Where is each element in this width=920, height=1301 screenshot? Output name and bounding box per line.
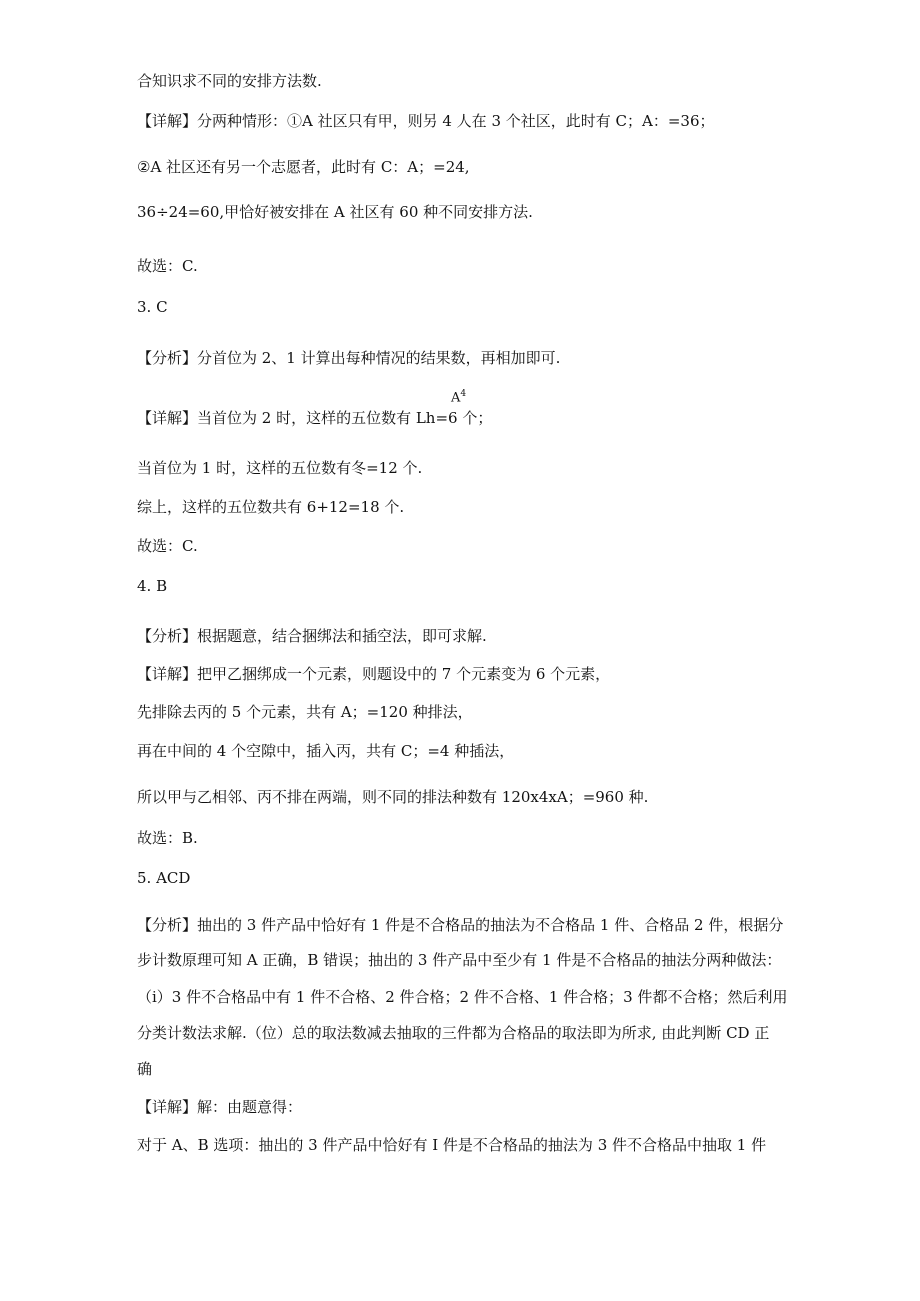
formula-annotation: [451, 386, 466, 406]
text-line-18: 故选：B.: [137, 829, 198, 847]
text-line-24: 确: [137, 1060, 153, 1078]
text-line-9: 当首位为 1 时，这样的五位数有冬=12 个.: [137, 459, 423, 477]
text-line-1: 合知识求不同的安排方法数.: [137, 72, 322, 90]
formula-exponent: 4: [460, 389, 467, 399]
text-line-14: 【详解】把甲乙捆绑成一个元素，则题设中的 7 个元素变为 6 个元素，: [137, 665, 611, 683]
text-line-3: ②A 社区还有另一个志愿者，此时有 C：A；=24,: [137, 158, 470, 176]
section-number-3: 3. C: [137, 298, 168, 316]
text-line-2: 【详解】分两种情形：①A 社区只有甲，则另 4 人在 3 个社区，此时有 C；A：=36；: [137, 112, 715, 130]
text-line-23: 分类计数法求解.（位）总的取法数减去抽取的三件都为合格品的取法即为所求, 由此判断 CD 正: [137, 1024, 770, 1042]
text-line-5: 故选：C.: [137, 257, 198, 275]
text-line-4: 36÷24=60,甲恰好被安排在 A 社区有 60 种不同安排方法.: [137, 203, 533, 221]
section-number-5: 5. ACD: [137, 869, 191, 887]
text-line-25: 【详解】解：由题意得：: [137, 1098, 303, 1116]
text-line-20: 【分析】抽出的 3 件产品中恰好有 1 件是不合格品的抽法为不合格品 1 件、合格品 2 件，根据分: [137, 916, 784, 934]
text-line-22: （i）3 件不合格品中有 1 件不合格、2 件合格；2 件不合格、1 件合格；3 件都不合格；然后利用: [137, 988, 788, 1006]
text-line-10: 综上，这样的五位数共有 6+12=18 个.: [137, 498, 405, 516]
text-line-26: 对于 A、B 选项：抽出的 3 件产品中恰好有 I 件是不合格品的抽法为 3 件不合格品中抽取 1 件: [137, 1136, 767, 1154]
text-line-13: 【分析】根据题意，结合捆绑法和插空法，即可求解.: [137, 627, 487, 645]
text-line-17: 所以甲与乙相邻、丙不排在两端，则不同的排法种数有 120x4xA；=960 种.: [137, 788, 649, 806]
text-line-16: 再在中间的 4 个空隙中，插入丙，共有 C；=4 种插法，: [137, 742, 515, 760]
text-line-11: 故选：C.: [137, 537, 198, 555]
text-line-15: 先排除去丙的 5 个元素，共有 A；=120 种排法，: [137, 703, 473, 721]
text-line-8: 【详解】当首位为 2 时，这样的五位数有 Lh=6 个；: [137, 409, 493, 427]
section-number-4: 4. B: [137, 577, 168, 595]
text-line-21: 步计数原理可知 A 正确，B 错误；抽出的 3 件产品中至少有 1 件是不合格品的抽法分两种做法：: [137, 951, 782, 969]
text-line-7: 【分析】分首位为 2、1 计算出每种情况的结果数，再相加即可.: [137, 349, 561, 367]
formula-base: A: [451, 390, 461, 406]
